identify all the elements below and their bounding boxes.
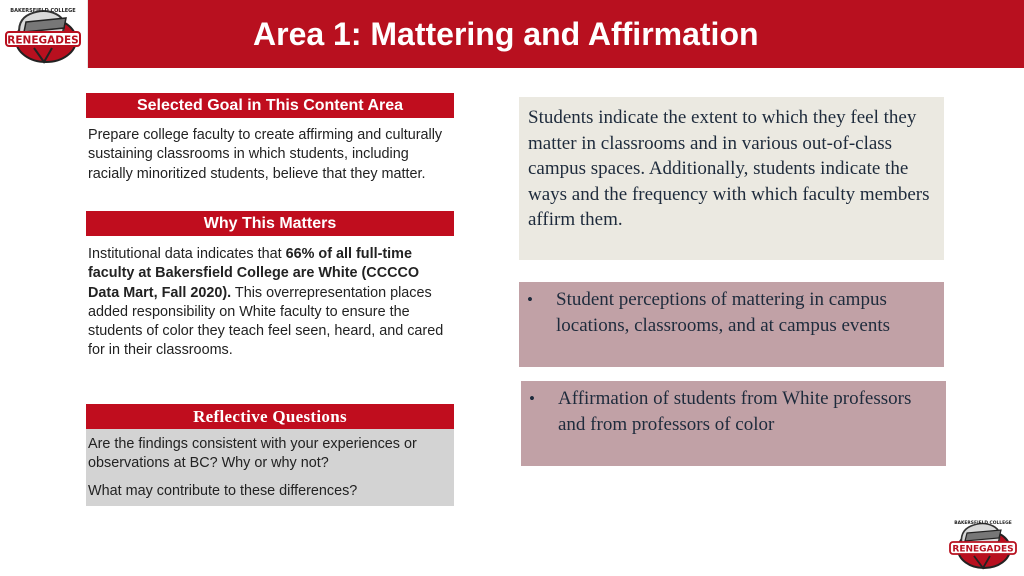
- goal-heading: Selected Goal in This Content Area: [86, 93, 454, 118]
- intro-card: [519, 97, 944, 260]
- bullet-text-1: Student perceptions of mattering in campus locations, classrooms, and at campus events: [556, 289, 891, 336]
- bullet-card-2: [521, 381, 946, 466]
- logo-wordmark: RENEGADES: [7, 34, 79, 47]
- corner-logo-subtext: BAKERSFIELD COLLEGE: [954, 521, 1012, 526]
- why-text-bold: 66% of all full-time faculty at Bakersfield College are White (CCCCO Data Mart, Fall 2020).: [88, 246, 420, 301]
- bullet-icon: •: [529, 389, 535, 408]
- why-text-post: This overrepresentation places added responsibility on White faculty to ensure the students of color they teach feel seen, heard, and cared for in their classrooms.: [88, 284, 444, 359]
- intro-text: Students indicate the extent to which they feel they matter in classrooms and in various out-of-class campus spaces. Additionally, students indicate the ways and the frequency with which faculty members affirm them.: [528, 107, 930, 230]
- bullet-card-1: [519, 282, 944, 367]
- question-2: What may contribute to these differences?: [88, 482, 358, 499]
- logo-box: [0, 0, 88, 68]
- goal-text: Prepare college faculty to create affirming and culturally sustaining classrooms in which students, including racially minoritized students, believe that they matter.: [88, 127, 443, 182]
- title-banner: [0, 0, 1024, 68]
- question-1: Are the findings consistent with your experiences or observations at BC? Why or why not?: [88, 436, 417, 472]
- renegades-logo: [0, 0, 87, 68]
- bullet-icon: •: [527, 290, 533, 309]
- logo-subtext: BAKERSFIELD COLLEGE: [10, 8, 76, 14]
- bullet-row-2: [529, 386, 934, 437]
- why-text: [88, 245, 454, 361]
- why-text-pre: Institutional data indicates that: [88, 246, 286, 262]
- why-heading: Why This Matters: [86, 211, 454, 236]
- reflective-heading: Reflective Questions: [86, 404, 454, 429]
- reflective-questions-box: [86, 429, 454, 506]
- renegades-corner-logo: [946, 516, 1020, 572]
- page-title: Area 1: Mattering and Affirmation: [253, 16, 759, 52]
- bullet-text-2: Affirmation of students from White professors and from professors of color: [558, 388, 912, 435]
- corner-logo-wordmark: RENEGADES: [952, 544, 1014, 555]
- bullet-row-1: [527, 287, 932, 338]
